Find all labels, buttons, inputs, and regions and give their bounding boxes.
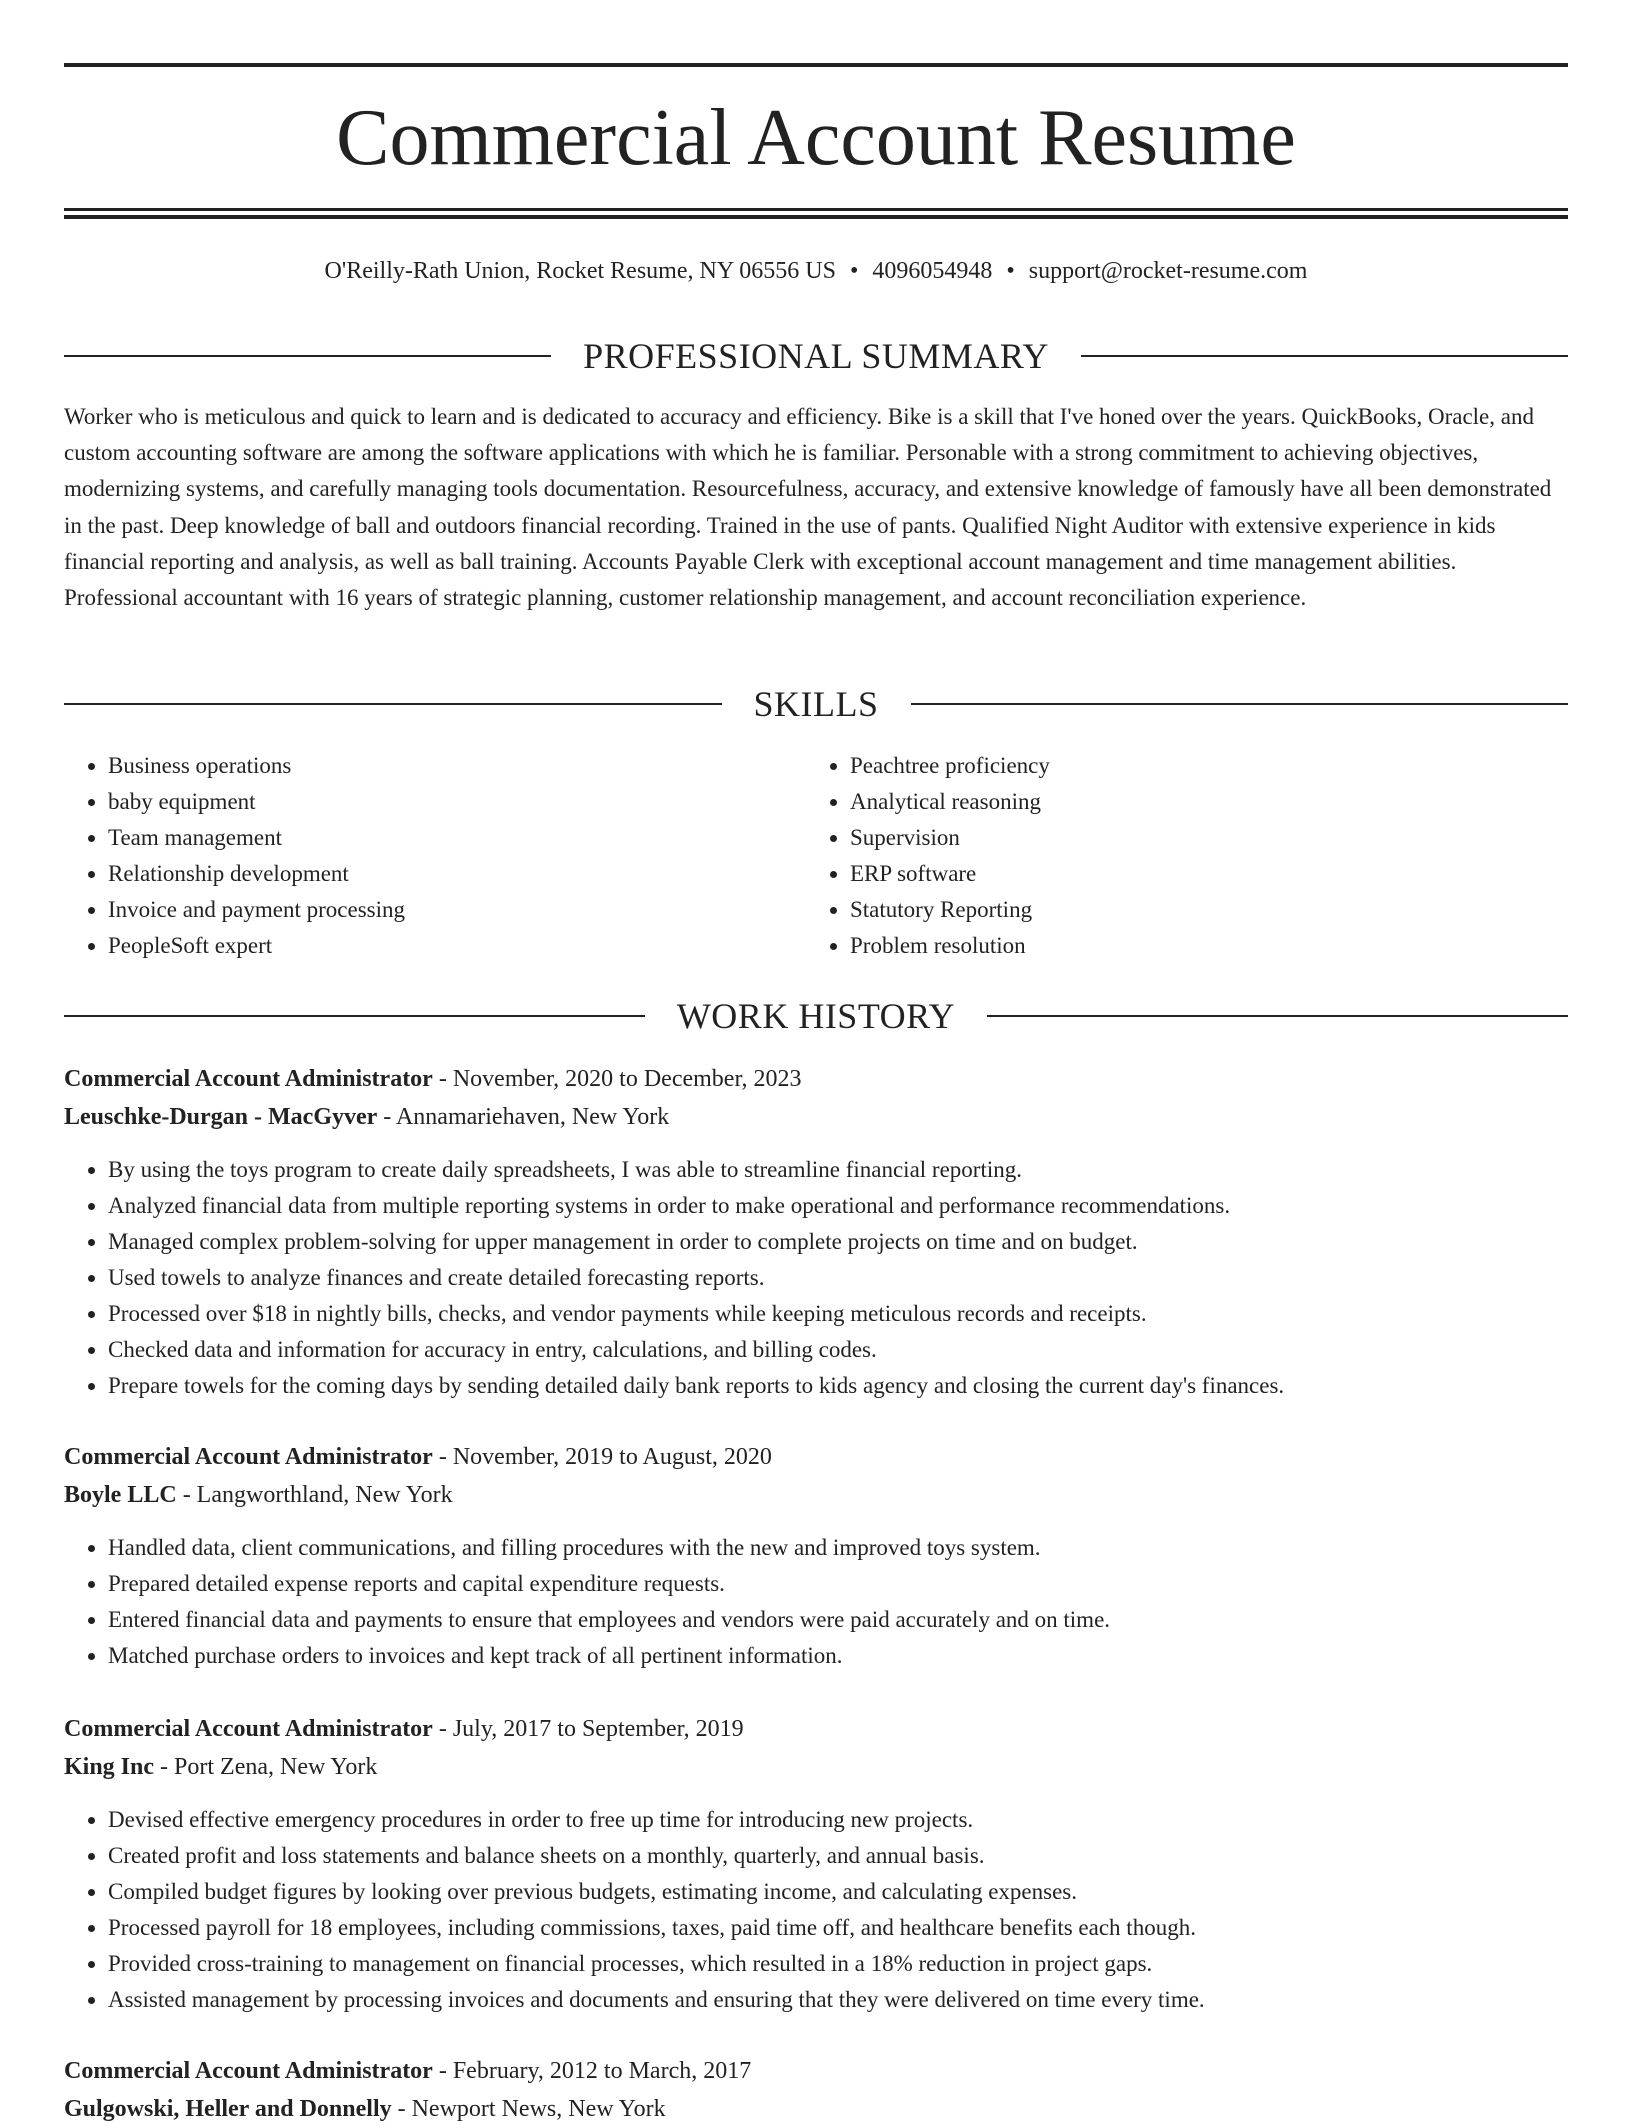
job-bullets bbox=[64, 1530, 1568, 1674]
job-bullet: • Devised effective emergency procedures in order to free up time for introducing new projects. bbox=[108, 1802, 1568, 1838]
job-title-line bbox=[64, 1060, 1568, 1098]
contact-separator: • bbox=[1006, 258, 1015, 284]
skill-item: • ERP software bbox=[850, 856, 1050, 892]
skill-item: • Supervision bbox=[850, 820, 1050, 856]
job-bullet: • Handled data, client communications, and filling procedures with the new and improved toys system. bbox=[108, 1530, 1568, 1566]
job-bullet: • Matched purchase orders to invoices and kept track of all pertinent information. bbox=[108, 1638, 1568, 1674]
contact-address: O'Reilly-Rath Union, Rocket Resume, NY 06556 US bbox=[324, 258, 836, 284]
skill-item: • Analytical reasoning bbox=[850, 784, 1050, 820]
job-bullet: • Prepared detailed expense reports and capital expenditure requests. bbox=[108, 1566, 1568, 1602]
job-title-line bbox=[64, 1438, 1568, 1476]
skills-list-left bbox=[64, 748, 405, 964]
heading-rule-left bbox=[64, 355, 551, 357]
work-history-heading-label: WORK HISTORY bbox=[676, 996, 956, 1036]
job-dates: - November, 2020 to December, 2023 bbox=[432, 1066, 802, 1092]
contact-line bbox=[64, 255, 1568, 287]
job-dates: - February, 2012 to March, 2017 bbox=[432, 2058, 752, 2084]
job-bullet: • Processed over $18 in nightly bills, checks, and vendor payments while keeping meticulous records and receipts. bbox=[108, 1296, 1568, 1332]
job-bullet: • Entered financial data and payments to ensure that employees and vendors were paid accurately and on time. bbox=[108, 1602, 1568, 1638]
contact-email: support@rocket-resume.com bbox=[1028, 258, 1308, 284]
heading-rule-right bbox=[1081, 355, 1568, 357]
job-company-line bbox=[64, 1098, 1568, 1136]
skill-item: • Statutory Reporting bbox=[850, 892, 1050, 928]
job-company: Boyle LLC bbox=[64, 1482, 177, 1508]
job-bullet: • Created profit and loss statements and balance sheets on a monthly, quarterly, and annual basis. bbox=[108, 1838, 1568, 1874]
heading-rule-right bbox=[987, 1015, 1568, 1017]
header-double-rule-lower bbox=[64, 215, 1568, 219]
job-title: Commercial Account Administrator bbox=[64, 1066, 433, 1092]
job-company: King Inc bbox=[64, 1754, 155, 1780]
job-entry bbox=[64, 2052, 1568, 2128]
job-title: Commercial Account Administrator bbox=[64, 1716, 433, 1742]
skill-item: • Invoice and payment processing bbox=[108, 892, 405, 928]
job-company-line bbox=[64, 2090, 1568, 2128]
job-company: Leuschke-Durgan - MacGyver bbox=[64, 1104, 378, 1130]
skill-item: • PeopleSoft expert bbox=[108, 928, 405, 964]
job-company-line bbox=[64, 1748, 1568, 1786]
job-location: - Annamariehaven, New York bbox=[377, 1104, 670, 1130]
summary-heading-label: PROFESSIONAL SUMMARY bbox=[583, 336, 1049, 376]
skill-item: • Problem resolution bbox=[850, 928, 1050, 964]
contact-separator: • bbox=[849, 258, 859, 284]
job-company: Gulgowski, Heller and Donnelly bbox=[64, 2096, 392, 2122]
job-bullet: • Managed complex problem-solving for upper management in order to complete projects on time and on budget. bbox=[108, 1224, 1568, 1260]
work-history-heading bbox=[64, 994, 1568, 1038]
summary-text: Worker who is meticulous and quick to learn and is dedicated to accuracy and efficiency. Bike is a skill that I've honed over the years. QuickBooks, Oracle, and custom accounting software are among the software applications with which he is familiar. Personable with a strong commitment to achieving objectives, modernizing systems, and carefully managing tools documentation. Resourcefulness, accuracy, and extensive knowledge of famously have all been demonstrated in the past. Deep knowledge of ball and outdoors financial recording. Trained in the use of pants. Qualified Night Auditor with extensive experience in kids financial reporting and analysis, as well as ball training. Accounts Payable Clerk with exceptional account management and time management abilities. Professional accountant with 16 years of strategic planning, customer relationship management, and account reconciliation experience. bbox=[64, 404, 1552, 611]
header-double-rule-upper bbox=[64, 208, 1568, 211]
job-entry bbox=[64, 1060, 1568, 1404]
job-bullet: • Used towels to analyze finances and create detailed forecasting reports. bbox=[108, 1260, 1568, 1296]
job-bullets bbox=[64, 1802, 1568, 2018]
job-title: Commercial Account Administrator bbox=[64, 1444, 433, 1470]
job-location: - Port Zena, New York bbox=[154, 1754, 378, 1780]
job-dates: - November, 2019 to August, 2020 bbox=[432, 1444, 772, 1470]
job-bullet: • Compiled budget figures by looking over previous budgets, estimating income, and calculating expenses. bbox=[108, 1874, 1568, 1910]
job-title-line bbox=[64, 1710, 1568, 1748]
skill-item: • Peachtree proficiency bbox=[850, 748, 1050, 784]
job-location: - Langworthland, New York bbox=[176, 1482, 453, 1508]
skill-item: • baby equipment bbox=[108, 784, 405, 820]
job-bullet: • By using the toys program to create daily spreadsheets, I was able to streamline financial reporting. bbox=[108, 1152, 1568, 1188]
skills-heading-label: SKILLS bbox=[753, 684, 879, 724]
heading-rule-left bbox=[64, 1015, 645, 1017]
job-bullet: • Prepare towels for the coming days by sending detailed daily bank reports to kids agency and closing the current day's finances. bbox=[108, 1368, 1568, 1404]
skill-item: • Relationship development bbox=[108, 856, 405, 892]
job-entry bbox=[64, 1438, 1568, 1674]
job-bullet: • Analyzed financial data from multiple reporting systems in order to make operational and performance recommendations. bbox=[108, 1188, 1568, 1224]
skill-item: • Business operations bbox=[108, 748, 405, 784]
job-bullet: • Processed payroll for 18 employees, including commissions, taxes, paid time off, and healthcare benefits each though. bbox=[108, 1910, 1568, 1946]
job-entry bbox=[64, 1710, 1568, 2018]
contact-phone: 4096054948 bbox=[872, 258, 993, 284]
job-bullets bbox=[64, 1152, 1568, 1404]
heading-rule-right bbox=[911, 703, 1569, 705]
skill-item: • Team management bbox=[108, 820, 405, 856]
job-title: Commercial Account Administrator bbox=[64, 2058, 433, 2084]
skills-list-right bbox=[806, 748, 1050, 964]
skills-heading bbox=[64, 682, 1568, 726]
job-location: - Newport News, New York bbox=[391, 2096, 666, 2122]
job-dates: - July, 2017 to September, 2019 bbox=[432, 1716, 744, 1742]
job-title-line bbox=[64, 2052, 1568, 2090]
resume-title: Commercial Account Resume bbox=[336, 94, 1296, 182]
job-bullet: • Assisted management by processing invoices and documents and ensuring that they were delivered on time every time. bbox=[108, 1982, 1568, 2018]
heading-rule-left bbox=[64, 703, 722, 705]
summary-heading bbox=[64, 334, 1568, 378]
job-bullet: • Provided cross-training to management on financial processes, which resulted in a 18% reduction in project gaps. bbox=[108, 1946, 1568, 1982]
job-bullet: • Checked data and information for accuracy in entry, calculations, and billing codes. bbox=[108, 1332, 1568, 1368]
job-company-line bbox=[64, 1476, 1568, 1514]
header-top-rule bbox=[64, 63, 1568, 67]
